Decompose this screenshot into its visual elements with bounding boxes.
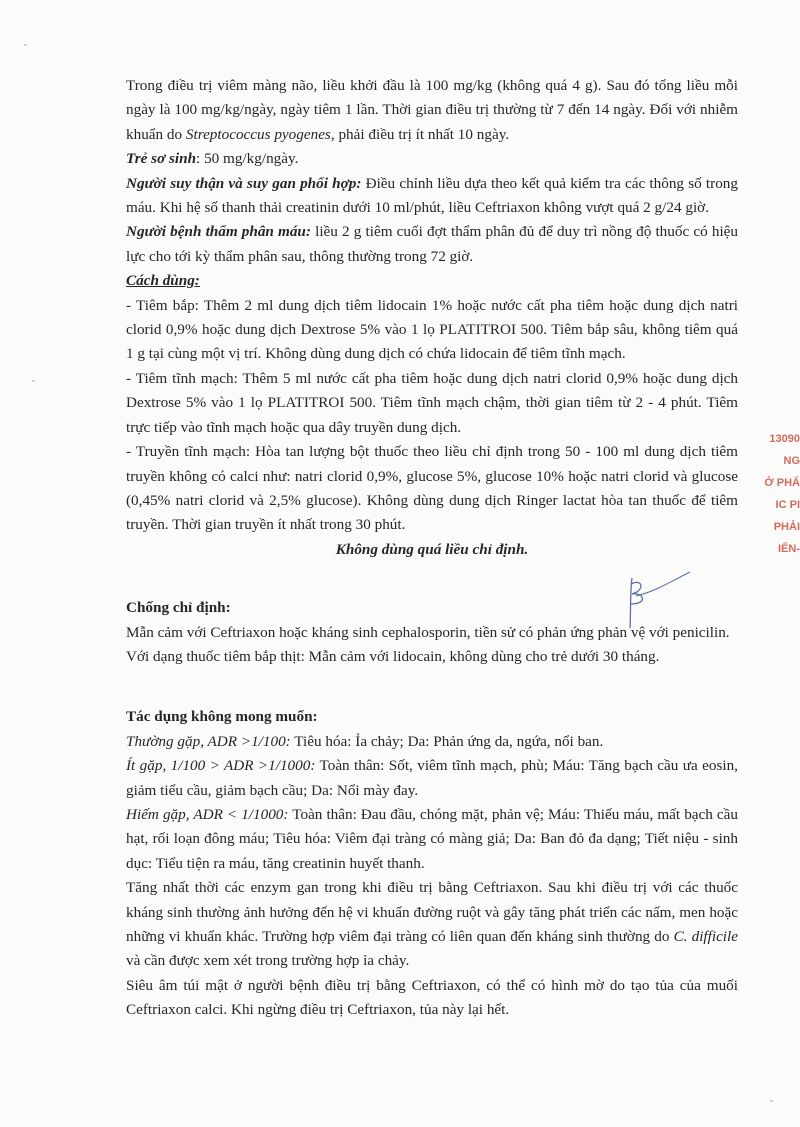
scan-speck [24,44,27,46]
adverse-rare: Hiếm gặp, ADR < 1/1000: Toàn thân: Đau đầu, chóng mặt, phản vệ; Máu: Thiếu máu, mất bạch cầu hạt, rối loạn đông máu; Tiêu hóa: Viêm đại tràng có màng giả; Da: Ban đỏ đa dạng; Tiết niệu - sinh dục: Tiểu tiện ra máu, tăng creatinin huyết thanh. [126,805,739,872]
adverse-enzyme-paragraph: Tăng nhất thời các enzym gan trong khi điều trị bằng Ceftriaxon. Sau khi điều trị với các thuốc kháng sinh thường ảnh hưởng đến hệ vi khuẩn đường ruột và gây tăng phát triển các nấm, men hoặc những vi khuẩn khác. Trường hợp viêm đại tràng có liên quan đến kháng sinh thường do C. difficile và cần được xem xét trong trường hợp ỉa chảy. [126,879,738,970]
usage-heading: Cách dùng: [126,272,200,290]
renal-label: Người suy thận và suy gan phối hợp: [126,174,362,192]
adverse-heading: Tác dụng không mong muốn: [126,708,318,726]
neonate-paragraph: Trẻ sơ sinh: 50 mg/kg/ngày. [126,150,299,168]
dialysis-label: Người bệnh thẩm phân máu: [126,223,311,241]
scan-speck [770,1100,773,1102]
adverse-ultrasound-paragraph: Siêu âm túi mật ở người bệnh điều trị bằng Ceftriaxon, có thể có hình mờ do tạo tủa của muối Ceftriaxon calci. Khi ngừng điều trị Ceftriaxon, tủa này lại hết. [126,976,738,1019]
contraindications-paragraph-1: Mẫn cảm với Ceftriaxon hoặc kháng sinh cephalosporin, tiền sử có phản ứng phản vệ với penicilin. [126,623,730,641]
dialysis-paragraph: Người bệnh thẩm phân máu: liều 2 g tiêm cuối đợt thẩm phân đủ để duy trì nồng độ thuốc có hiệu lực cho tới kỳ thẩm phân sau, thông thường trong 72 giờ. [126,223,738,265]
neonate-label: Trẻ sơ sinh [126,150,197,168]
meningitis-paragraph: Trong điều trị viêm màng não, liều khởi đầu là 100 mg/kg (không quá 4 g). Sau đó tổng liều mỗi ngày là 100 mg/kg/ngày, ngày tiêm 1 lần. Thời gian điều trị thường từ 7 đến 14 ngày. Đối với nhiễm khuẩn do Streptococcus pyogenes, phải điều trị ít nhất 10 ngày. [126,77,738,143]
document-body [126,74,738,1023]
stamp-fragment: 13090 NG Ở PHẨ IC PI PHẢI IẾN- [764,433,800,555]
adverse-uncommon: Ít gặp, 1/100 > ADR >1/1000: Toàn thân: Sốt, viêm tĩnh mạch, phù; Máu: Tăng bạch cầu ưa eosin, giảm tiểu cầu, giảm bạch cầu; Da: Nổi mày đay. [126,757,738,799]
usage-infusion: - Truyền tĩnh mạch: Hòa tan lượng bột thuốc theo liều chỉ định trong 50 - 100 ml dung dịch tiêm truyền không có calci như: natri clorid 0,9%, glucose 5%, glucose 10% hoặc natri clorid và glucose (0,45% natri clorid và 2,5% glucose). Không dùng dung dịch Ringer lactat hòa tan thuốc để tiêm truyền. Thời gian truyền ít nhất trong 30 phút. [126,443,738,534]
scan-speck [32,380,35,382]
contraindications-paragraph-2: Với dạng thuốc tiêm bắp thịt: Mẫn cảm với lidocain, không dùng cho trẻ dưới 30 tháng. [126,647,660,665]
renal-paragraph: Người suy thận và suy gan phối hợp: Điều chỉnh liều dựa theo kết quả kiểm tra các thông số trong máu. Khi hệ số thanh thải creatinin dưới 10 ml/phút, liều Ceftriaxon không vượt quá 2 g/24 giờ. [126,174,738,217]
adverse-common: Thường gặp, ADR >1/100: Tiêu hóa: Ỉa chảy; Da: Phản ứng da, ngứa, nổi ban. [126,732,604,750]
organism-name: C. difficile [673,928,738,945]
signature-mark [618,570,698,630]
usage-intramuscular: - Tiêm bắp: Thêm 2 ml dung dịch tiêm lidocain 1% hoặc nước cất pha tiêm hoặc dung dịch natri clorid 0,9% hoặc dung dịch Dextrose 5% vào 1 lọ PLATITROI 500. Tiêm bắp sâu, không tiêm quá 1 g tại cùng một vị trí. Không dùng dung dịch có chứa lidocain để tiêm tĩnh mạch. [126,296,738,363]
species-name: Streptococcus pyogenes [185,125,331,143]
usage-intravenous: - Tiêm tĩnh mạch: Thêm 5 ml nước cất pha tiêm hoặc dung dịch natri clorid 0,9% hoặc dung dịch Dextrose 5% vào 1 lọ PLATITROI 500. Tiêm tĩnh mạch chậm, thời gian tiêm từ 2 - 4 phút. Tiêm trực tiếp vào tĩnh mạch hoặc qua dây truyền dung dịch. [126,369,738,436]
contraindications-heading: Chống chỉ định: [126,599,231,617]
dose-warning: Không dùng quá liều chỉ định. [335,540,529,558]
